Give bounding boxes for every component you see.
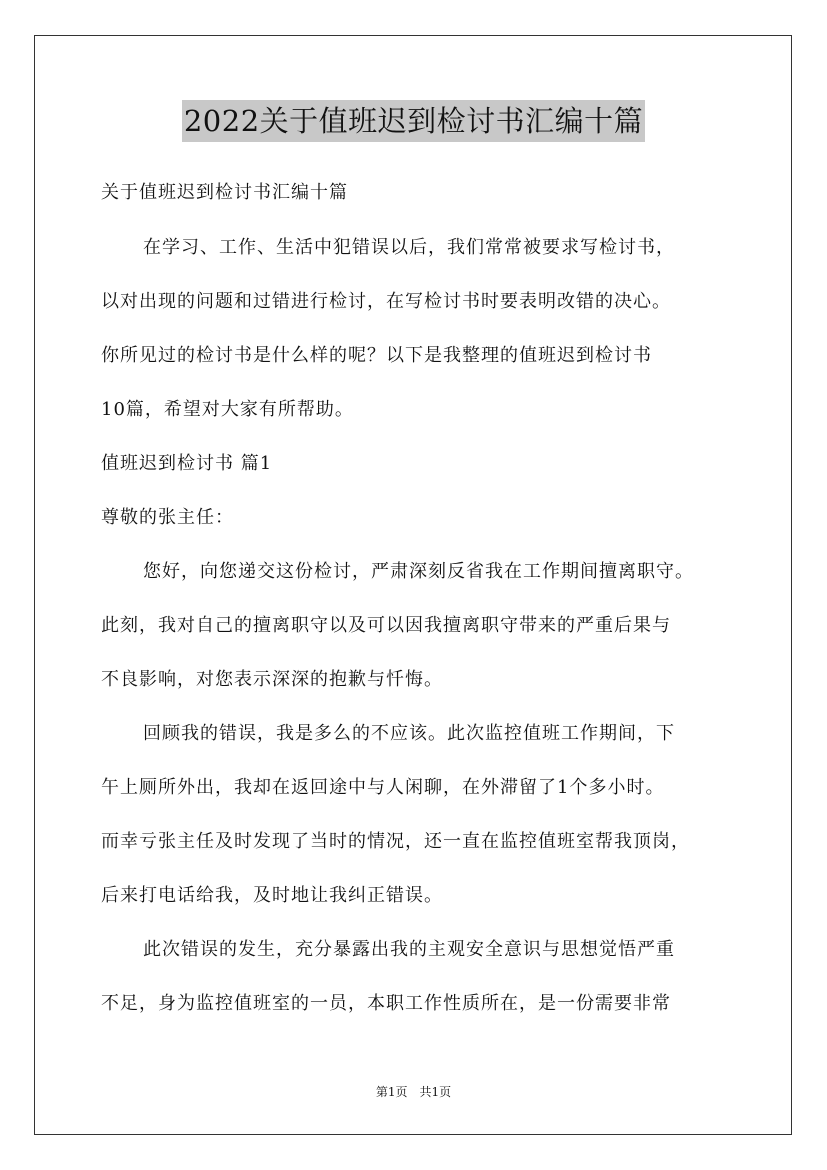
paragraph-line: 不良影响，对您表示深深的抱歉与忏悔。 <box>101 669 443 690</box>
paragraph-line: 后来打电话给我，及时地让我纠正错误。 <box>101 885 443 906</box>
document-title-block <box>0 100 827 142</box>
paragraph-line: 午上厕所外出，我却在返回途中与人闲聊，在外滞留了1个多小时。 <box>101 777 665 798</box>
paragraph-line: 回顾我的错误，我是多么的不应该。此次监控值班工作期间，下 <box>143 723 675 744</box>
document-title: 2022关于值班迟到检讨书汇编十篇 <box>182 100 645 142</box>
paragraph-line: 你所见过的检讨书是什么样的呢？以下是我整理的值班迟到检讨书 <box>101 345 652 366</box>
paragraph-line: 而幸亏张主任及时发现了当时的情况，还一直在监控值班室帮我顶岗， <box>101 831 690 852</box>
document-subtitle: 关于值班迟到检讨书汇编十篇 <box>101 182 348 203</box>
salutation: 尊敬的张主任： <box>101 507 234 528</box>
paragraph-line: 以对出现的问题和过错进行检讨，在写检讨书时要表明改错的决心。 <box>101 291 671 312</box>
section-heading: 值班迟到检讨书 篇1 <box>101 453 273 474</box>
paragraph-line: 您好，向您递交这份检讨，严肃深刻反省我在工作期间擅离职守。 <box>143 561 694 582</box>
page-number: 第1页 共1页 <box>375 1085 452 1099</box>
paragraph-line: 10篇，希望对大家有所帮助。 <box>101 399 354 420</box>
paragraph-line: 不足，身为监控值班室的一员，本职工作性质所在，是一份需要非常 <box>101 993 671 1014</box>
paragraph-line: 此次错误的发生，充分暴露出我的主观安全意识与思想觉悟严重 <box>143 939 675 960</box>
paragraph-line: 此刻，我对自己的擅离职守以及可以因我擅离职守带来的严重后果与 <box>101 615 671 636</box>
paragraph-line: 在学习、工作、生活中犯错误以后，我们常常被要求写检讨书， <box>143 237 675 258</box>
